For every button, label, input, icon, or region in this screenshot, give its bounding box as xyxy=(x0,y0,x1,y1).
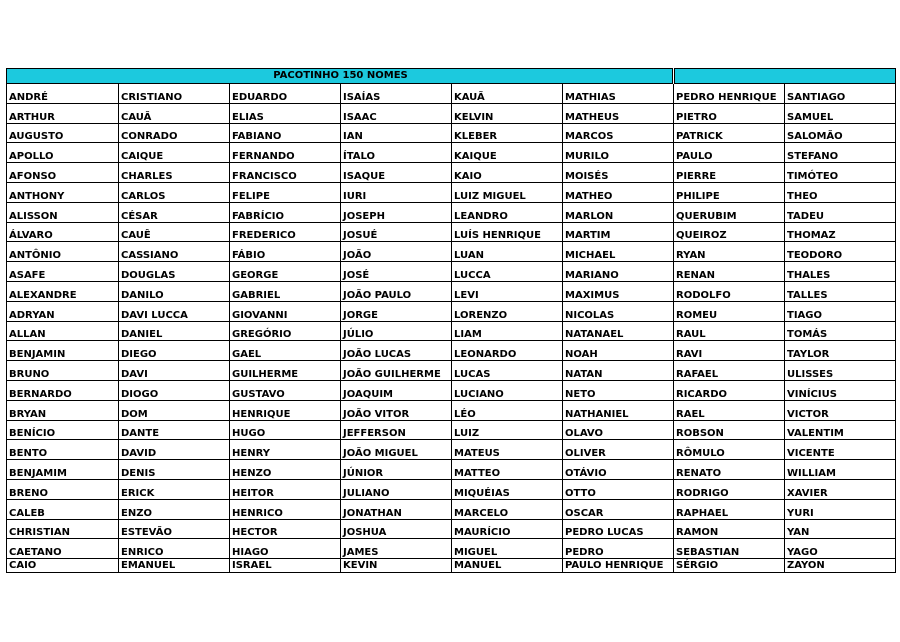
name-cell[interactable]: BENÍCIO xyxy=(7,420,119,440)
name-cell[interactable]: LEONARDO xyxy=(452,341,563,361)
name-cell[interactable]: MOISÉS xyxy=(563,163,674,183)
name-cell[interactable]: JOSHUA xyxy=(341,519,452,539)
name-cell[interactable]: LORENZO xyxy=(452,301,563,321)
table-row xyxy=(7,163,896,183)
name-cell[interactable]: BRYAN xyxy=(7,400,119,420)
name-cell[interactable]: AUGUSTO xyxy=(7,123,119,143)
name-cell[interactable]: MAURÍCIO xyxy=(452,519,563,539)
table-row xyxy=(7,143,896,163)
name-cell[interactable]: QUEIROZ xyxy=(674,222,785,242)
name-cell[interactable]: BENTO xyxy=(7,440,119,460)
name-cell[interactable]: MARIANO xyxy=(563,262,674,282)
name-cell[interactable]: TEODORO xyxy=(785,242,896,262)
name-cell[interactable]: JÚLIO xyxy=(341,321,452,341)
name-cell[interactable]: TAYLOR xyxy=(785,341,896,361)
name-cell[interactable]: CAUÊ xyxy=(119,222,230,242)
name-cell[interactable]: HENRIQUE xyxy=(230,400,341,420)
table-row xyxy=(7,103,896,123)
name-cell[interactable]: ANTÔNIO xyxy=(7,242,119,262)
name-cell[interactable]: HUGO xyxy=(230,420,341,440)
title-extension-cell xyxy=(674,69,896,84)
name-cell[interactable]: VICTOR xyxy=(785,400,896,420)
name-cell[interactable]: JOSUÉ xyxy=(341,222,452,242)
name-cell[interactable]: LEANDRO xyxy=(452,202,563,222)
name-cell[interactable]: CALEB xyxy=(7,499,119,519)
name-cell[interactable]: DANTE xyxy=(119,420,230,440)
name-cell[interactable]: DENIS xyxy=(119,460,230,480)
table-row xyxy=(7,559,896,573)
name-cell[interactable]: DOUGLAS xyxy=(119,262,230,282)
name-cell[interactable]: NATAN xyxy=(563,361,674,381)
name-cell[interactable]: OTÁVIO xyxy=(563,460,674,480)
name-cell[interactable]: HECTOR xyxy=(230,519,341,539)
table-row xyxy=(7,341,896,361)
name-cell[interactable]: LUAN xyxy=(452,242,563,262)
name-cell[interactable]: JULIANO xyxy=(341,479,452,499)
name-cell[interactable]: ALLAN xyxy=(7,321,119,341)
name-cell[interactable]: JÚNIOR xyxy=(341,460,452,480)
name-cell[interactable]: GEORGE xyxy=(230,262,341,282)
name-cell[interactable]: GABRIEL xyxy=(230,281,341,301)
name-cell[interactable]: LIAM xyxy=(452,321,563,341)
name-cell[interactable]: GUILHERME xyxy=(230,361,341,381)
name-cell[interactable]: CONRADO xyxy=(119,123,230,143)
table-row xyxy=(7,321,896,341)
name-cell[interactable]: EDUARDO xyxy=(230,84,341,104)
name-cell[interactable]: CHARLES xyxy=(119,163,230,183)
name-cell[interactable]: YAGO xyxy=(785,539,896,559)
name-cell[interactable]: FÁBIO xyxy=(230,242,341,262)
name-cell[interactable]: DANILO xyxy=(119,281,230,301)
name-cell[interactable]: RENAN xyxy=(674,262,785,282)
name-cell[interactable]: TIAGO xyxy=(785,301,896,321)
name-cell[interactable]: KELVIN xyxy=(452,103,563,123)
name-cell[interactable]: BENJAMIM xyxy=(7,460,119,480)
name-cell[interactable]: IURI xyxy=(341,182,452,202)
name-cell[interactable]: BENJAMIN xyxy=(7,341,119,361)
name-cell[interactable]: MATHEO xyxy=(563,182,674,202)
table-row xyxy=(7,380,896,400)
name-cell[interactable]: STEFANO xyxy=(785,143,896,163)
name-cell[interactable]: JOÃO MIGUEL xyxy=(341,440,452,460)
name-cell[interactable]: DANIEL xyxy=(119,321,230,341)
name-cell[interactable]: ÍTALO xyxy=(341,143,452,163)
name-cell[interactable]: SALOMÃO xyxy=(785,123,896,143)
name-cell[interactable]: CRISTIANO xyxy=(119,84,230,104)
name-cell[interactable]: RAPHAEL xyxy=(674,499,785,519)
name-cell[interactable]: JORGE xyxy=(341,301,452,321)
name-cell[interactable]: GIOVANNI xyxy=(230,301,341,321)
name-cell[interactable]: ENRICO xyxy=(119,539,230,559)
name-cell[interactable]: KAUÃ xyxy=(452,84,563,104)
name-cell[interactable]: TADEU xyxy=(785,202,896,222)
name-cell[interactable]: FELIPE xyxy=(230,182,341,202)
name-cell[interactable]: RYAN xyxy=(674,242,785,262)
name-cell[interactable]: LUIZ MIGUEL xyxy=(452,182,563,202)
name-cell[interactable]: OTTO xyxy=(563,479,674,499)
name-cell[interactable]: ALISSON xyxy=(7,202,119,222)
name-cell[interactable]: HEITOR xyxy=(230,479,341,499)
table-row xyxy=(7,361,896,381)
name-cell[interactable]: CAUÃ xyxy=(119,103,230,123)
name-cell[interactable]: VINÍCIUS xyxy=(785,380,896,400)
name-cell[interactable]: NATANAEL xyxy=(563,321,674,341)
name-cell[interactable]: FABIANO xyxy=(230,123,341,143)
title-row xyxy=(7,69,896,84)
name-cell[interactable]: PIERRE xyxy=(674,163,785,183)
name-cell[interactable]: ERICK xyxy=(119,479,230,499)
name-cell[interactable]: MAXIMUS xyxy=(563,281,674,301)
name-cell[interactable]: LUCIANO xyxy=(452,380,563,400)
name-cell[interactable]: JOSEPH xyxy=(341,202,452,222)
name-cell[interactable]: MATHEUS xyxy=(563,103,674,123)
name-cell[interactable]: ULISSES xyxy=(785,361,896,381)
name-cell[interactable]: TIMÓTEO xyxy=(785,163,896,183)
name-cell[interactable]: NATHANIEL xyxy=(563,400,674,420)
name-cell[interactable]: SEBASTIAN xyxy=(674,539,785,559)
name-cell[interactable]: DAVI xyxy=(119,361,230,381)
name-cell[interactable]: CHRISTIAN xyxy=(7,519,119,539)
name-cell[interactable]: ROMEU xyxy=(674,301,785,321)
name-cell[interactable]: JOAQUIM xyxy=(341,380,452,400)
name-cell[interactable]: ASAFE xyxy=(7,262,119,282)
name-cell[interactable]: PEDRO xyxy=(563,539,674,559)
name-cell[interactable]: ÁLVARO xyxy=(7,222,119,242)
name-cell[interactable]: THOMAZ xyxy=(785,222,896,242)
name-cell[interactable]: PEDRO LUCAS xyxy=(563,519,674,539)
name-cell[interactable]: MARTIM xyxy=(563,222,674,242)
names-table xyxy=(6,68,896,573)
name-cell[interactable]: TALLES xyxy=(785,281,896,301)
name-cell[interactable]: YURI xyxy=(785,499,896,519)
name-cell[interactable]: CÉSAR xyxy=(119,202,230,222)
name-cell[interactable]: BRENO xyxy=(7,479,119,499)
name-cell[interactable]: RAEL xyxy=(674,400,785,420)
table-row xyxy=(7,539,896,559)
table-row xyxy=(7,499,896,519)
name-cell[interactable]: MARLON xyxy=(563,202,674,222)
name-cell[interactable]: OLAVO xyxy=(563,420,674,440)
name-cell[interactable]: KLEBER xyxy=(452,123,563,143)
name-cell[interactable]: EMANUEL xyxy=(119,559,230,573)
name-cell[interactable]: MATEUS xyxy=(452,440,563,460)
name-cell[interactable]: ESTEVÃO xyxy=(119,519,230,539)
table-row xyxy=(7,222,896,242)
name-cell[interactable]: RAMON xyxy=(674,519,785,539)
name-cell[interactable]: MANUEL xyxy=(452,559,563,573)
name-cell[interactable]: PATRICK xyxy=(674,123,785,143)
name-cell[interactable]: LUIZ xyxy=(452,420,563,440)
name-cell[interactable]: PAULO xyxy=(674,143,785,163)
name-cell[interactable]: MURILO xyxy=(563,143,674,163)
name-cell[interactable]: DAVI LUCCA xyxy=(119,301,230,321)
name-cell[interactable]: HENRICO xyxy=(230,499,341,519)
name-cell[interactable]: ALEXANDRE xyxy=(7,281,119,301)
name-cell[interactable]: MARCELO xyxy=(452,499,563,519)
table-row xyxy=(7,84,896,104)
name-cell[interactable]: OLIVER xyxy=(563,440,674,460)
name-cell[interactable]: MIQUÉIAS xyxy=(452,479,563,499)
name-cell[interactable]: LUCCA xyxy=(452,262,563,282)
name-cell[interactable]: GUSTAVO xyxy=(230,380,341,400)
table-row xyxy=(7,440,896,460)
name-cell[interactable]: CASSIANO xyxy=(119,242,230,262)
table-row xyxy=(7,479,896,499)
name-cell[interactable]: ISAÍAS xyxy=(341,84,452,104)
name-cell[interactable]: PIETRO xyxy=(674,103,785,123)
name-cell[interactable]: APOLLO xyxy=(7,143,119,163)
name-cell[interactable]: FABRÍCIO xyxy=(230,202,341,222)
name-cell[interactable]: DIEGO xyxy=(119,341,230,361)
name-cell[interactable]: ISAAC xyxy=(341,103,452,123)
name-cell[interactable]: LUCAS xyxy=(452,361,563,381)
table-row xyxy=(7,123,896,143)
name-cell[interactable]: VICENTE xyxy=(785,440,896,460)
name-cell[interactable]: YAN xyxy=(785,519,896,539)
table-row xyxy=(7,262,896,282)
name-cell[interactable]: RODOLFO xyxy=(674,281,785,301)
name-cell[interactable]: CAIQUE xyxy=(119,143,230,163)
name-cell[interactable]: ENZO xyxy=(119,499,230,519)
name-cell[interactable]: RENATO xyxy=(674,460,785,480)
name-cell[interactable]: MATHIAS xyxy=(563,84,674,104)
name-cell[interactable]: ROBSON xyxy=(674,420,785,440)
name-cell[interactable]: LÉO xyxy=(452,400,563,420)
name-cell[interactable]: HIAGO xyxy=(230,539,341,559)
name-cell[interactable]: CAIO xyxy=(7,559,119,573)
name-cell[interactable]: ISRAEL xyxy=(230,559,341,573)
name-cell[interactable]: RAUL xyxy=(674,321,785,341)
name-cell[interactable]: QUERUBIM xyxy=(674,202,785,222)
name-cell[interactable]: NICOLAS xyxy=(563,301,674,321)
name-cell[interactable]: WILLIAM xyxy=(785,460,896,480)
name-cell[interactable]: RODRIGO xyxy=(674,479,785,499)
table-row xyxy=(7,242,896,262)
table-row xyxy=(7,400,896,420)
name-cell[interactable]: AFONSO xyxy=(7,163,119,183)
name-cell[interactable]: CAETANO xyxy=(7,539,119,559)
name-cell[interactable]: DOM xyxy=(119,400,230,420)
name-cell[interactable]: RAVI xyxy=(674,341,785,361)
name-cell[interactable]: NOAH xyxy=(563,341,674,361)
name-cell[interactable]: JONATHAN xyxy=(341,499,452,519)
name-cell[interactable]: MIGUEL xyxy=(452,539,563,559)
name-cell[interactable]: JOÃO GUILHERME xyxy=(341,361,452,381)
name-cell[interactable]: MICHAEL xyxy=(563,242,674,262)
name-cell[interactable]: SÉRGIO xyxy=(674,559,785,573)
name-cell[interactable]: KAIQUE xyxy=(452,143,563,163)
name-cell[interactable]: LUÍS HENRIQUE xyxy=(452,222,563,242)
name-cell[interactable]: JAMES xyxy=(341,539,452,559)
name-cell[interactable]: RÔMULO xyxy=(674,440,785,460)
name-cell[interactable]: CARLOS xyxy=(119,182,230,202)
name-cell[interactable]: BERNARDO xyxy=(7,380,119,400)
name-cell[interactable]: FRANCISCO xyxy=(230,163,341,183)
name-cell[interactable]: JOÃO VITOR xyxy=(341,400,452,420)
table-row xyxy=(7,460,896,480)
table-row xyxy=(7,301,896,321)
name-cell[interactable]: DIOGO xyxy=(119,380,230,400)
name-cell[interactable]: KEVIN xyxy=(341,559,452,573)
name-cell[interactable]: THEO xyxy=(785,182,896,202)
name-cell[interactable]: RAFAEL xyxy=(674,361,785,381)
name-cell[interactable]: ADRYAN xyxy=(7,301,119,321)
name-cell[interactable]: GREGÓRIO xyxy=(230,321,341,341)
name-cell[interactable]: THALES xyxy=(785,262,896,282)
name-cell[interactable]: ANDRÉ xyxy=(7,84,119,104)
name-cell[interactable]: JOSÉ xyxy=(341,262,452,282)
name-cell[interactable]: ARTHUR xyxy=(7,103,119,123)
name-cell[interactable]: MARCOS xyxy=(563,123,674,143)
name-cell[interactable]: FREDERICO xyxy=(230,222,341,242)
name-cell[interactable]: IAN xyxy=(341,123,452,143)
name-cell[interactable]: OSCAR xyxy=(563,499,674,519)
name-cell[interactable]: BRUNO xyxy=(7,361,119,381)
name-cell[interactable]: LEVI xyxy=(452,281,563,301)
name-cell[interactable]: JOÃO xyxy=(341,242,452,262)
name-cell[interactable]: PHILIPE xyxy=(674,182,785,202)
name-cell[interactable]: SANTIAGO xyxy=(785,84,896,104)
name-cell[interactable]: JOÃO LUCAS xyxy=(341,341,452,361)
name-cell[interactable]: PEDRO HENRIQUE xyxy=(674,84,785,104)
table-row xyxy=(7,519,896,539)
name-cell[interactable]: HENZO xyxy=(230,460,341,480)
name-cell[interactable]: RICARDO xyxy=(674,380,785,400)
table-row xyxy=(7,281,896,301)
name-cell[interactable]: TOMÁS xyxy=(785,321,896,341)
name-cell[interactable]: XAVIER xyxy=(785,479,896,499)
name-cell[interactable]: ANTHONY xyxy=(7,182,119,202)
table-row xyxy=(7,420,896,440)
name-cell[interactable]: NETO xyxy=(563,380,674,400)
name-cell[interactable]: VALENTIM xyxy=(785,420,896,440)
name-cell[interactable]: FERNANDO xyxy=(230,143,341,163)
name-cell[interactable]: JOÃO PAULO xyxy=(341,281,452,301)
table-row xyxy=(7,182,896,202)
name-cell[interactable]: JEFFERSON xyxy=(341,420,452,440)
name-cell[interactable]: MATTEO xyxy=(452,460,563,480)
name-cell[interactable]: GAEL xyxy=(230,341,341,361)
name-cell[interactable]: KAIO xyxy=(452,163,563,183)
name-cell[interactable]: DAVID xyxy=(119,440,230,460)
name-cell[interactable]: PAULO HENRIQUE xyxy=(563,559,674,573)
table-row xyxy=(7,202,896,222)
name-cell[interactable]: SAMUEL xyxy=(785,103,896,123)
name-cell[interactable]: ELIAS xyxy=(230,103,341,123)
sheet-title: PACOTINHO 150 NOMES xyxy=(7,69,674,84)
name-cell[interactable]: ZAYON xyxy=(785,559,896,573)
name-cell[interactable]: ISAQUE xyxy=(341,163,452,183)
name-cell[interactable]: HENRY xyxy=(230,440,341,460)
